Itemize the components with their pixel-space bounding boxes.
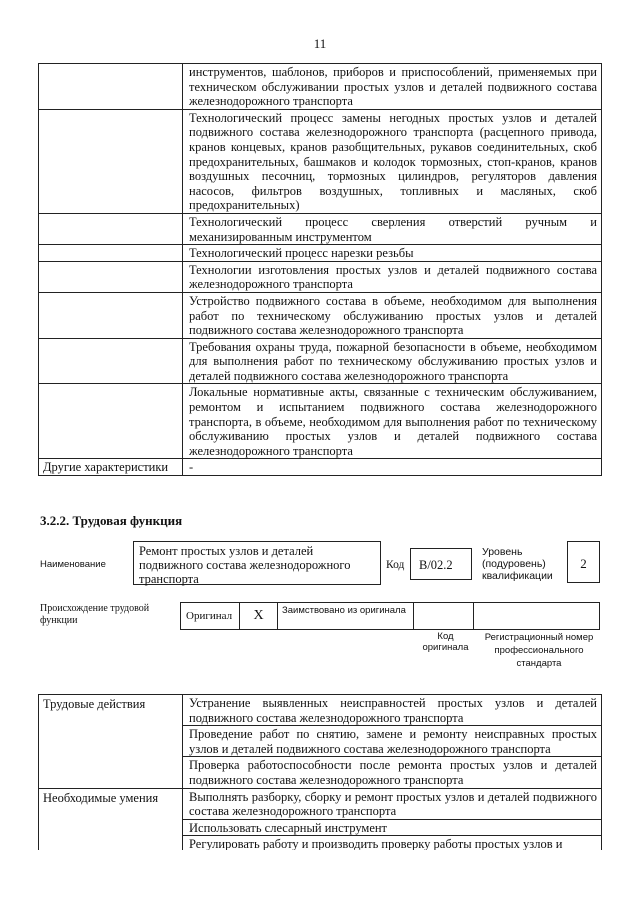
row-text: Технологический процесс сверления отверстий ручным и механизированным инструментом [189, 214, 597, 244]
row-label [39, 110, 183, 213]
original-mark: Х [240, 602, 278, 630]
table-group-actions [39, 695, 601, 789]
table-row [39, 213, 601, 244]
code-original-cell [414, 602, 474, 630]
table-cell: Выполнять разборку, сборку и ремонт простых узлов и деталей подвижного состава железнодорожного транспорта [189, 789, 597, 819]
row-text: Технологии изготовления простых узлов и деталей подвижного состава железнодорожного транспорта [189, 262, 597, 292]
table-row [39, 261, 601, 292]
table-row [39, 383, 601, 458]
table-row [39, 64, 601, 109]
original-label: Оригинал [180, 602, 240, 630]
table-row [39, 338, 601, 384]
table-cell: Регулировать работу и производить проверку работы простых узлов и [183, 835, 601, 850]
group-label: Трудовые действия [39, 695, 183, 788]
table-cell: Проведение работ по снятию, замене и ремонту неисправных простых узлов и деталей подвижного состава железнодорожного транспорта [183, 725, 601, 756]
row-text: Локальные нормативные акты, связанные с техническим обслуживанием, ремонтом и испытанием подвижного состава железнодорожного транспорта, в объеме, необходимом для выполнения работ по техническому обслуживанию простых узлов и деталей подвижного состава железнодорожного транспорта [189, 385, 597, 458]
row-label [39, 214, 183, 244]
table-cell: Проверка работоспособности после ремонта простых узлов и деталей подвижного состава железнодорожного транспорта [183, 756, 601, 787]
origin-label: Происхождение трудовой функции [40, 603, 150, 626]
table-row [39, 109, 601, 213]
reg-number-cell [474, 602, 600, 630]
row-label [39, 64, 183, 109]
actions-skills-table [38, 694, 602, 850]
group-label: Необходимые умения [39, 789, 183, 851]
borrowed-label: Заимствовано из оригинала [278, 602, 414, 630]
table-group-skills [39, 789, 601, 851]
section-title: 3.2.2. Трудовая функция [40, 513, 183, 528]
code-label: Код [386, 559, 405, 571]
origin-table [180, 602, 600, 630]
table-cell: Устранение выявленных неисправностей простых узлов и деталей подвижного состава железнодорожного транспорта [189, 696, 597, 725]
row-label [39, 262, 183, 292]
table-row [39, 244, 601, 261]
row-text: инструментов, шаблонов, приборов и приспособлений, применяемых при техническом обслуживании простых узлов и деталей подвижного состава железнодорожного транспорта [189, 65, 597, 109]
table-row [39, 458, 601, 475]
row-label [39, 339, 183, 384]
row-label [39, 384, 183, 458]
row-text: Требования охраны труда, пожарной безопасности в объеме, необходимом для выполнения работ по техническому обслуживанию простых узлов и деталей подвижного состава железнодорожного транспорта [189, 339, 597, 383]
code-original-caption: Код оригинала [422, 631, 469, 653]
knowledge-table-continuation [38, 63, 602, 476]
function-name-value: Ремонт простых узлов и деталей подвижного состава железнодорожного транспорта [133, 541, 381, 585]
row-text: Технологический процесс замены негодных простых узлов и деталей подвижного состава железнодорожного транспорта (расцепного привода, кранов концевых, кранов разобщительных, рукавов соединительных, скоб предохранительных, башмаков и колодок тормозных, стоп-кранов, кранов воздушных песочниц, тормозных цилиндров, регуляторов давления насосов, фильтров воздушных, топливных и масляных, скоб предохранительных) [189, 110, 597, 213]
row-label [39, 293, 183, 338]
table-cell: Использовать слесарный инструмент [183, 819, 601, 836]
code-value: В/02.2 [410, 548, 472, 580]
name-label: Наименование [40, 559, 106, 570]
row-text: Устройство подвижного состава в объеме, необходимом для выполнения работ по техническому обслуживанию простых узлов и деталей подвижного состава железнодорожного транспорта [189, 293, 597, 338]
row-label [39, 245, 183, 261]
reg-number-caption: Регистрационный номер профессионального стандарта [484, 632, 594, 669]
table-row [39, 292, 601, 338]
row-text: Технологический процесс нарезки резьбы [189, 246, 414, 261]
level-value: 2 [567, 541, 600, 583]
row-label-other: Другие характеристики [39, 459, 183, 475]
level-label: Уровень (подуровень) квалификации [482, 546, 553, 582]
row-text: - [189, 460, 194, 475]
page-number: 11 [313, 36, 327, 51]
